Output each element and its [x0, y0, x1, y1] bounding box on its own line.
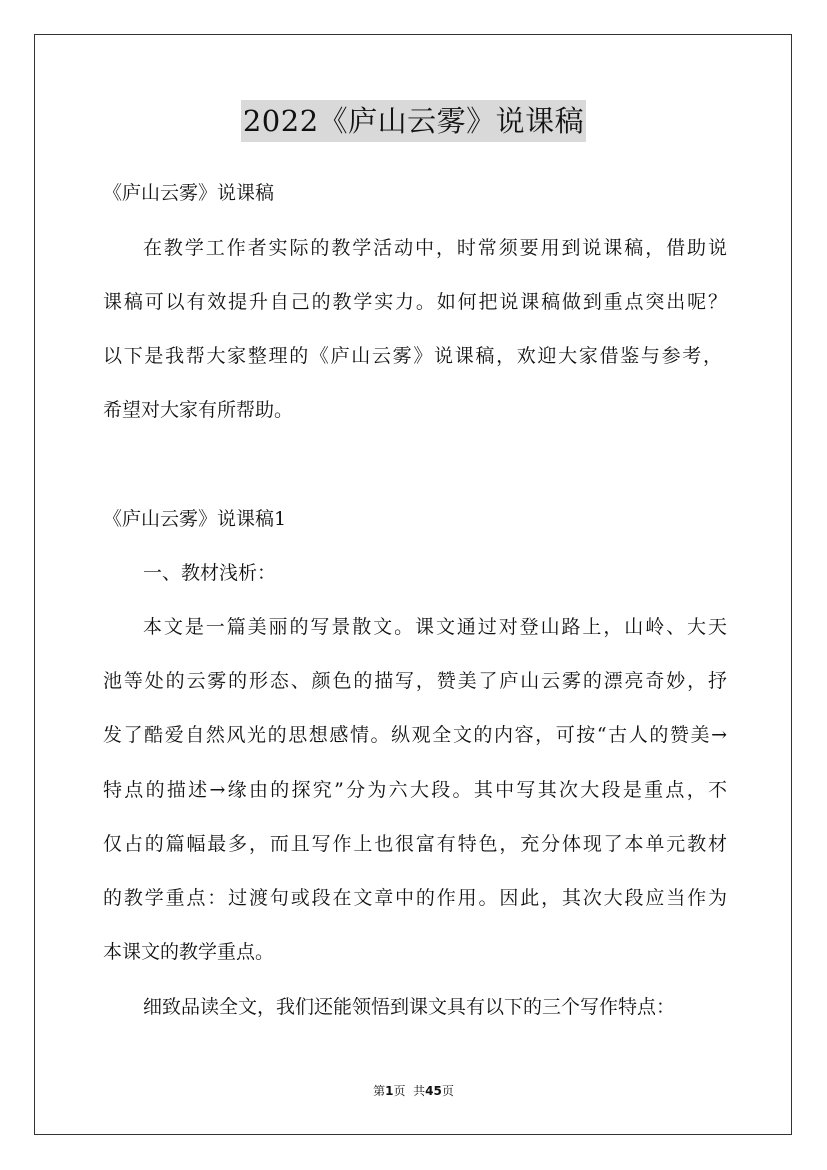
footer-page-suffix: 页: [393, 1084, 406, 1098]
body-line: 本文是一篇美丽的写景散文。课文通过对登山路上，山岭、大天: [143, 616, 727, 638]
closing-line: 细致品读全文，我们还能领悟到课文具有以下的三个写作特点：: [143, 996, 676, 1018]
body-line: 本课文的教学重点。: [103, 941, 275, 963]
footer-total-prefix: 共: [413, 1084, 426, 1098]
footer-total-pages: 45: [425, 1084, 442, 1098]
body-line: 池等处的云雾的形态、颜色的描写，赞美了庐山云雾的漂亮奇妙，抒: [103, 670, 727, 692]
intro-line: 课稿可以有效提升自己的教学实力。如何把说课稿做到重点突出呢？: [103, 291, 727, 313]
footer-page-number: 1: [385, 1084, 394, 1098]
section-heading: 《庐山云雾》说课稿1: [103, 508, 287, 530]
intro-subheading: 《庐山云雾》说课稿: [103, 182, 275, 204]
page-footer: [0, 1083, 827, 1099]
body-line: 的教学重点：过渡句或段在文章中的作用。因此，其次大段应当作为: [103, 887, 727, 909]
document-title: [0, 100, 827, 142]
body-line: 仅占的篇幅最多，而且写作上也很富有特色，充分体现了本单元教材: [103, 833, 727, 855]
intro-line: 在教学工作者实际的教学活动中，时常须要用到说课稿，借助说: [143, 237, 727, 259]
body-line: 发了酷爱自然风光的思想感情。纵观全文的内容，可按“古人的赞美→: [103, 724, 727, 746]
body-line: 特点的描述→缘由的探究”分为六大段。其中写其次大段是重点，不: [103, 779, 727, 801]
footer-page-prefix: 第: [373, 1084, 386, 1098]
document-title-text: 2022《庐山云雾》说课稿: [241, 100, 586, 142]
subsection-heading: 一、教材浅析：: [143, 562, 277, 584]
intro-line: 希望对大家有所帮助。: [103, 399, 294, 421]
footer-total-suffix: 页: [441, 1084, 454, 1098]
intro-line: 以下是我帮大家整理的《庐山云雾》说课稿，欢迎大家借鉴与参考，: [103, 345, 722, 367]
